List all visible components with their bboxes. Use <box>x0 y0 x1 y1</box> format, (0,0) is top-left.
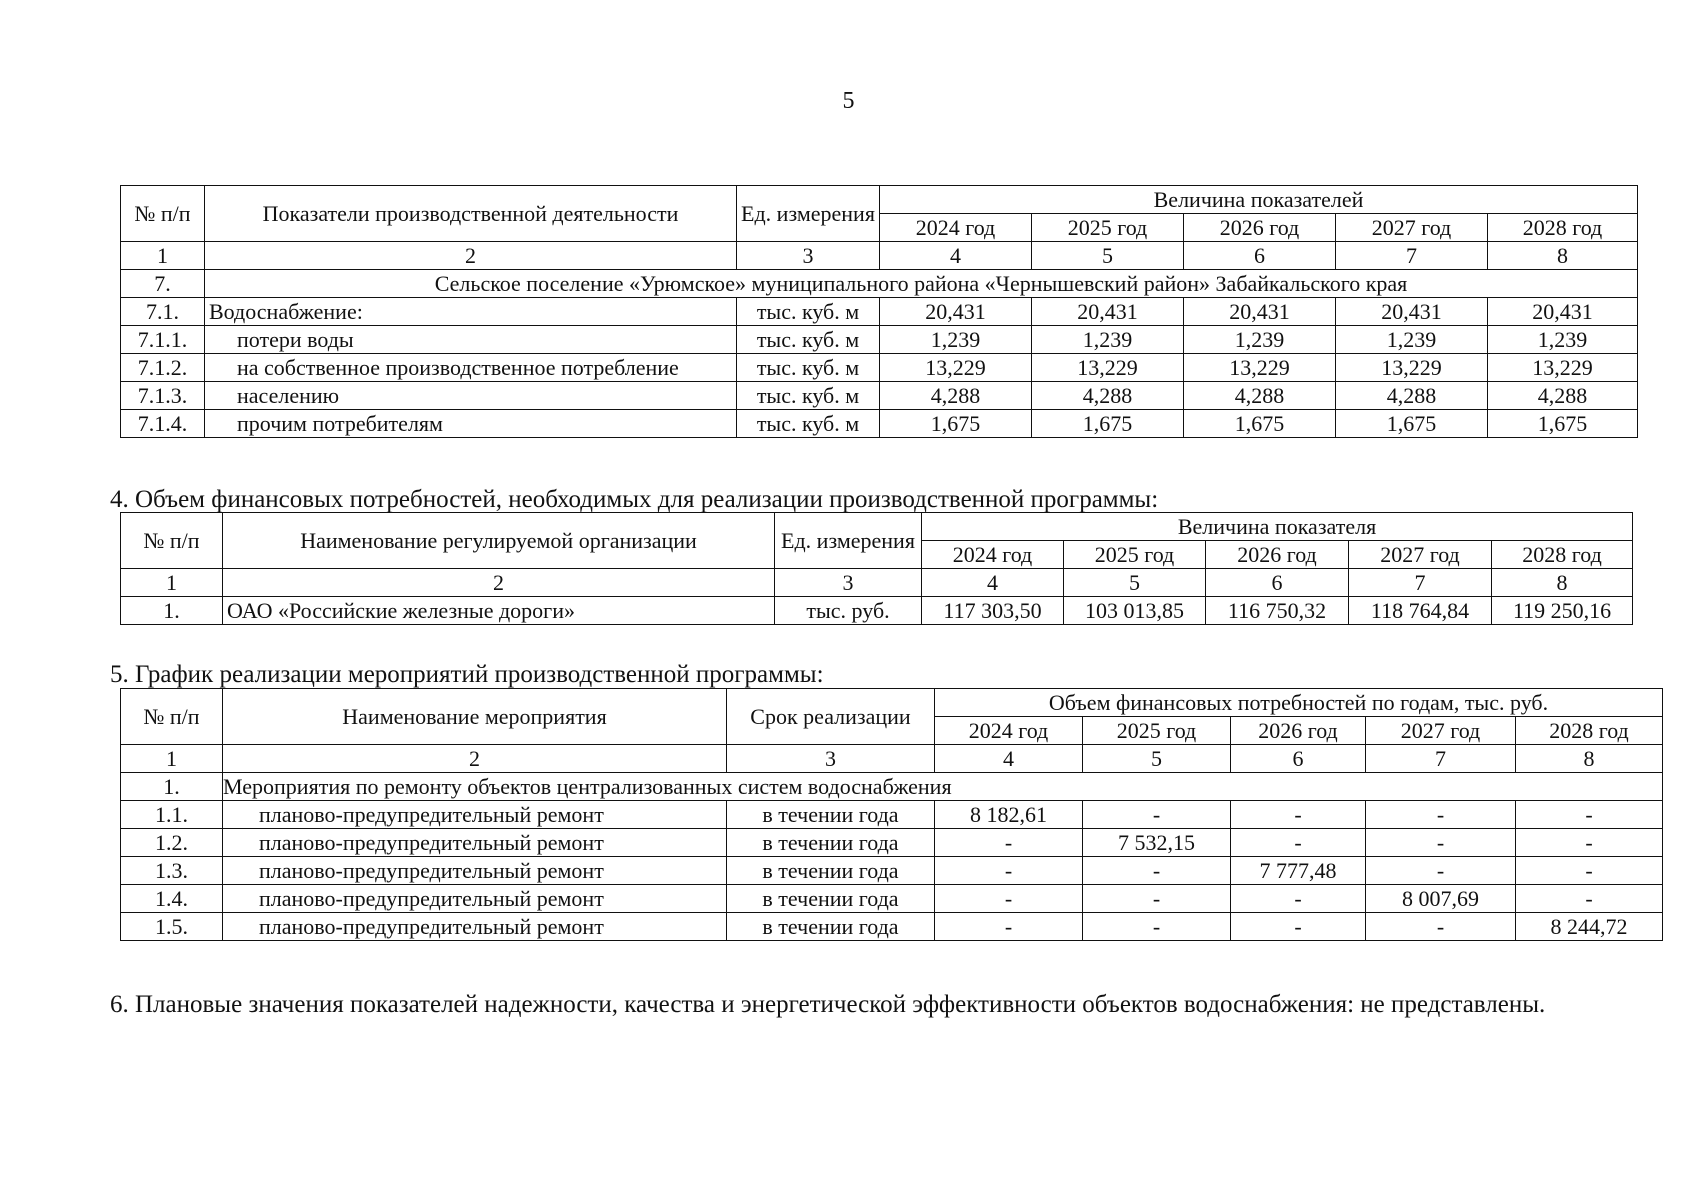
column-number: 1 <box>121 745 223 773</box>
header-organization: Наименование регулируемой организации <box>223 513 775 569</box>
row-value: 20,431 <box>1336 298 1488 326</box>
table-row <box>121 354 1638 382</box>
row-unit: тыс. руб. <box>775 597 922 625</box>
row-name: прочим потребителям <box>205 410 737 438</box>
row-value: 13,229 <box>1032 354 1184 382</box>
row-unit: тыс. куб. м <box>737 410 880 438</box>
row-value: - <box>1366 829 1516 857</box>
table-row <box>121 326 1638 354</box>
column-number: 5 <box>1032 242 1184 270</box>
column-number: 2 <box>223 569 775 597</box>
row-value: 13,229 <box>1184 354 1336 382</box>
header-year: 2027 год <box>1349 541 1492 569</box>
row-value: - <box>935 829 1083 857</box>
row-num: 1. <box>121 597 223 625</box>
row-num: 1.5. <box>121 913 223 941</box>
table-row <box>121 857 1663 885</box>
header-unit: Ед. измерения <box>775 513 922 569</box>
section-row <box>121 270 1638 298</box>
row-name: планово-предупредительный ремонт <box>223 857 727 885</box>
row-value: - <box>1231 913 1366 941</box>
row-value: 8 007,69 <box>1366 885 1516 913</box>
group-title: Мероприятия по ремонту объектов централизованных систем водоснабжения <box>223 773 1663 801</box>
header-year: 2028 год <box>1488 214 1638 242</box>
row-num: 7.1. <box>121 298 205 326</box>
row-term: в течении года <box>727 913 935 941</box>
row-value: 8 244,72 <box>1516 913 1663 941</box>
header-year: 2024 год <box>880 214 1032 242</box>
header-year: 2026 год <box>1184 214 1336 242</box>
row-value: 117 303,50 <box>922 597 1064 625</box>
row-term: в течении года <box>727 829 935 857</box>
header-unit: Ед. измерения <box>737 186 880 242</box>
column-number: 8 <box>1492 569 1633 597</box>
row-name: планово-предупредительный ремонт <box>223 801 727 829</box>
header-num: № п/п <box>121 186 205 242</box>
row-value: - <box>1231 885 1366 913</box>
header-year: 2026 год <box>1206 541 1349 569</box>
row-name: населению <box>205 382 737 410</box>
row-unit: тыс. куб. м <box>737 298 880 326</box>
row-value: 7 777,48 <box>1231 857 1366 885</box>
row-value: - <box>1083 857 1231 885</box>
column-number: 7 <box>1349 569 1492 597</box>
header-values-group: Величина показателей <box>880 186 1638 214</box>
column-number: 8 <box>1488 242 1638 270</box>
row-value: - <box>1516 801 1663 829</box>
column-number: 6 <box>1206 569 1349 597</box>
column-number: 2 <box>223 745 727 773</box>
row-value: - <box>1366 801 1516 829</box>
row-value: - <box>1231 801 1366 829</box>
header-activity: Наименование мероприятия <box>223 689 727 745</box>
row-unit: тыс. куб. м <box>737 326 880 354</box>
production-indicators-table <box>120 185 1638 438</box>
row-value: 8 182,61 <box>935 801 1083 829</box>
header-values-group: Величина показателя <box>922 513 1633 541</box>
header-year: 2028 год <box>1492 541 1633 569</box>
row-value: 1,239 <box>1336 326 1488 354</box>
table-row <box>121 597 1633 625</box>
row-value: - <box>1516 885 1663 913</box>
row-value: 1,675 <box>1336 410 1488 438</box>
row-num: 7.1.1. <box>121 326 205 354</box>
section-6-paragraph: 6. Плановые значения показателей надежности, качества и энергетической эффективности объектов водоснабжения: не представлены. <box>110 991 1546 1018</box>
section-5-heading: 5. График реализации мероприятий производственной программы: <box>110 661 824 688</box>
row-value: 13,229 <box>880 354 1032 382</box>
row-term: в течении года <box>727 885 935 913</box>
row-name: потери воды <box>205 326 737 354</box>
column-number: 6 <box>1231 745 1366 773</box>
column-number: 3 <box>775 569 922 597</box>
row-value: 4,288 <box>1184 382 1336 410</box>
row-value: 1,675 <box>880 410 1032 438</box>
group-num: 1. <box>121 773 223 801</box>
table-row <box>121 410 1638 438</box>
row-unit: тыс. куб. м <box>737 382 880 410</box>
row-value: 103 013,85 <box>1064 597 1206 625</box>
group-row <box>121 773 1663 801</box>
row-num: 7.1.2. <box>121 354 205 382</box>
row-num: 1.4. <box>121 885 223 913</box>
row-term: в течении года <box>727 801 935 829</box>
row-unit: тыс. куб. м <box>737 354 880 382</box>
row-value: - <box>1083 885 1231 913</box>
row-value: 1,675 <box>1184 410 1336 438</box>
header-year: 2025 год <box>1032 214 1184 242</box>
row-value: 1,239 <box>1184 326 1336 354</box>
header-num: № п/п <box>121 513 223 569</box>
row-value: 4,288 <box>880 382 1032 410</box>
header-term: Срок реализации <box>727 689 935 745</box>
row-value: 20,431 <box>1032 298 1184 326</box>
row-value: 20,431 <box>1184 298 1336 326</box>
column-number: 6 <box>1184 242 1336 270</box>
page-number: 5 <box>842 88 855 114</box>
row-value: 13,229 <box>1336 354 1488 382</box>
row-name: планово-предупредительный ремонт <box>223 913 727 941</box>
header-year: 2025 год <box>1064 541 1206 569</box>
column-number: 3 <box>727 745 935 773</box>
column-number: 7 <box>1336 242 1488 270</box>
row-value: 13,229 <box>1488 354 1638 382</box>
column-numbers-row <box>121 242 1638 270</box>
row-num: 1.2. <box>121 829 223 857</box>
row-value: 1,675 <box>1032 410 1184 438</box>
row-value: 20,431 <box>880 298 1032 326</box>
column-number: 1 <box>121 242 205 270</box>
column-numbers-row <box>121 569 1633 597</box>
row-value: - <box>1516 829 1663 857</box>
column-number: 5 <box>1083 745 1231 773</box>
row-value: 4,288 <box>1336 382 1488 410</box>
column-number: 5 <box>1064 569 1206 597</box>
header-year: 2026 год <box>1231 717 1366 745</box>
row-value: 118 764,84 <box>1349 597 1492 625</box>
header-year: 2027 год <box>1366 717 1516 745</box>
row-value: - <box>1366 857 1516 885</box>
table-row <box>121 829 1663 857</box>
header-indicator: Показатели производственной деятельности <box>205 186 737 242</box>
section-num: 7. <box>121 270 205 298</box>
row-num: 1.3. <box>121 857 223 885</box>
row-value: 4,288 <box>1032 382 1184 410</box>
column-number: 3 <box>737 242 880 270</box>
row-value: 20,431 <box>1488 298 1638 326</box>
header-values-group: Объем финансовых потребностей по годам, тыс. руб. <box>935 689 1663 717</box>
header-year: 2024 год <box>922 541 1064 569</box>
row-value: 7 532,15 <box>1083 829 1231 857</box>
row-num: 7.1.4. <box>121 410 205 438</box>
row-value: - <box>1366 913 1516 941</box>
header-year: 2027 год <box>1336 214 1488 242</box>
row-value: 1,239 <box>880 326 1032 354</box>
table-row <box>121 298 1638 326</box>
row-term: в течении года <box>727 857 935 885</box>
row-name: Водоснабжение: <box>205 298 737 326</box>
row-name: ОАО «Российские железные дороги» <box>223 597 775 625</box>
column-number: 1 <box>121 569 223 597</box>
row-value: 116 750,32 <box>1206 597 1349 625</box>
column-number: 2 <box>205 242 737 270</box>
row-name: планово-предупредительный ремонт <box>223 885 727 913</box>
column-number: 4 <box>935 745 1083 773</box>
row-num: 1.1. <box>121 801 223 829</box>
header-num: № п/п <box>121 689 223 745</box>
column-number: 4 <box>922 569 1064 597</box>
activities-schedule-table <box>120 688 1663 941</box>
header-year: 2024 год <box>935 717 1083 745</box>
column-number: 8 <box>1516 745 1663 773</box>
row-value: 1,239 <box>1032 326 1184 354</box>
column-numbers-row <box>121 745 1663 773</box>
row-value: - <box>935 913 1083 941</box>
row-value: - <box>1083 913 1231 941</box>
table-row <box>121 382 1638 410</box>
row-name: планово-предупредительный ремонт <box>223 829 727 857</box>
row-value: 119 250,16 <box>1492 597 1633 625</box>
header-year: 2028 год <box>1516 717 1663 745</box>
row-value: 4,288 <box>1488 382 1638 410</box>
row-value: 1,675 <box>1488 410 1638 438</box>
header-year: 2025 год <box>1083 717 1231 745</box>
table-row <box>121 885 1663 913</box>
row-num: 7.1.3. <box>121 382 205 410</box>
table-row <box>121 913 1663 941</box>
row-value: - <box>1516 857 1663 885</box>
table-row <box>121 801 1663 829</box>
section-4-heading: 4. Объем финансовых потребностей, необходимых для реализации производственной программы: <box>110 486 1159 513</box>
row-value: - <box>935 885 1083 913</box>
row-name: на собственное производственное потребление <box>205 354 737 382</box>
row-value: - <box>935 857 1083 885</box>
section-title: Сельское поселение «Урюмское» муниципального района «Чернышевский район» Забайкальского края <box>205 270 1638 298</box>
column-number: 7 <box>1366 745 1516 773</box>
financial-needs-table <box>120 512 1633 625</box>
column-number: 4 <box>880 242 1032 270</box>
row-value: - <box>1083 801 1231 829</box>
row-value: 1,239 <box>1488 326 1638 354</box>
row-value: - <box>1231 829 1366 857</box>
